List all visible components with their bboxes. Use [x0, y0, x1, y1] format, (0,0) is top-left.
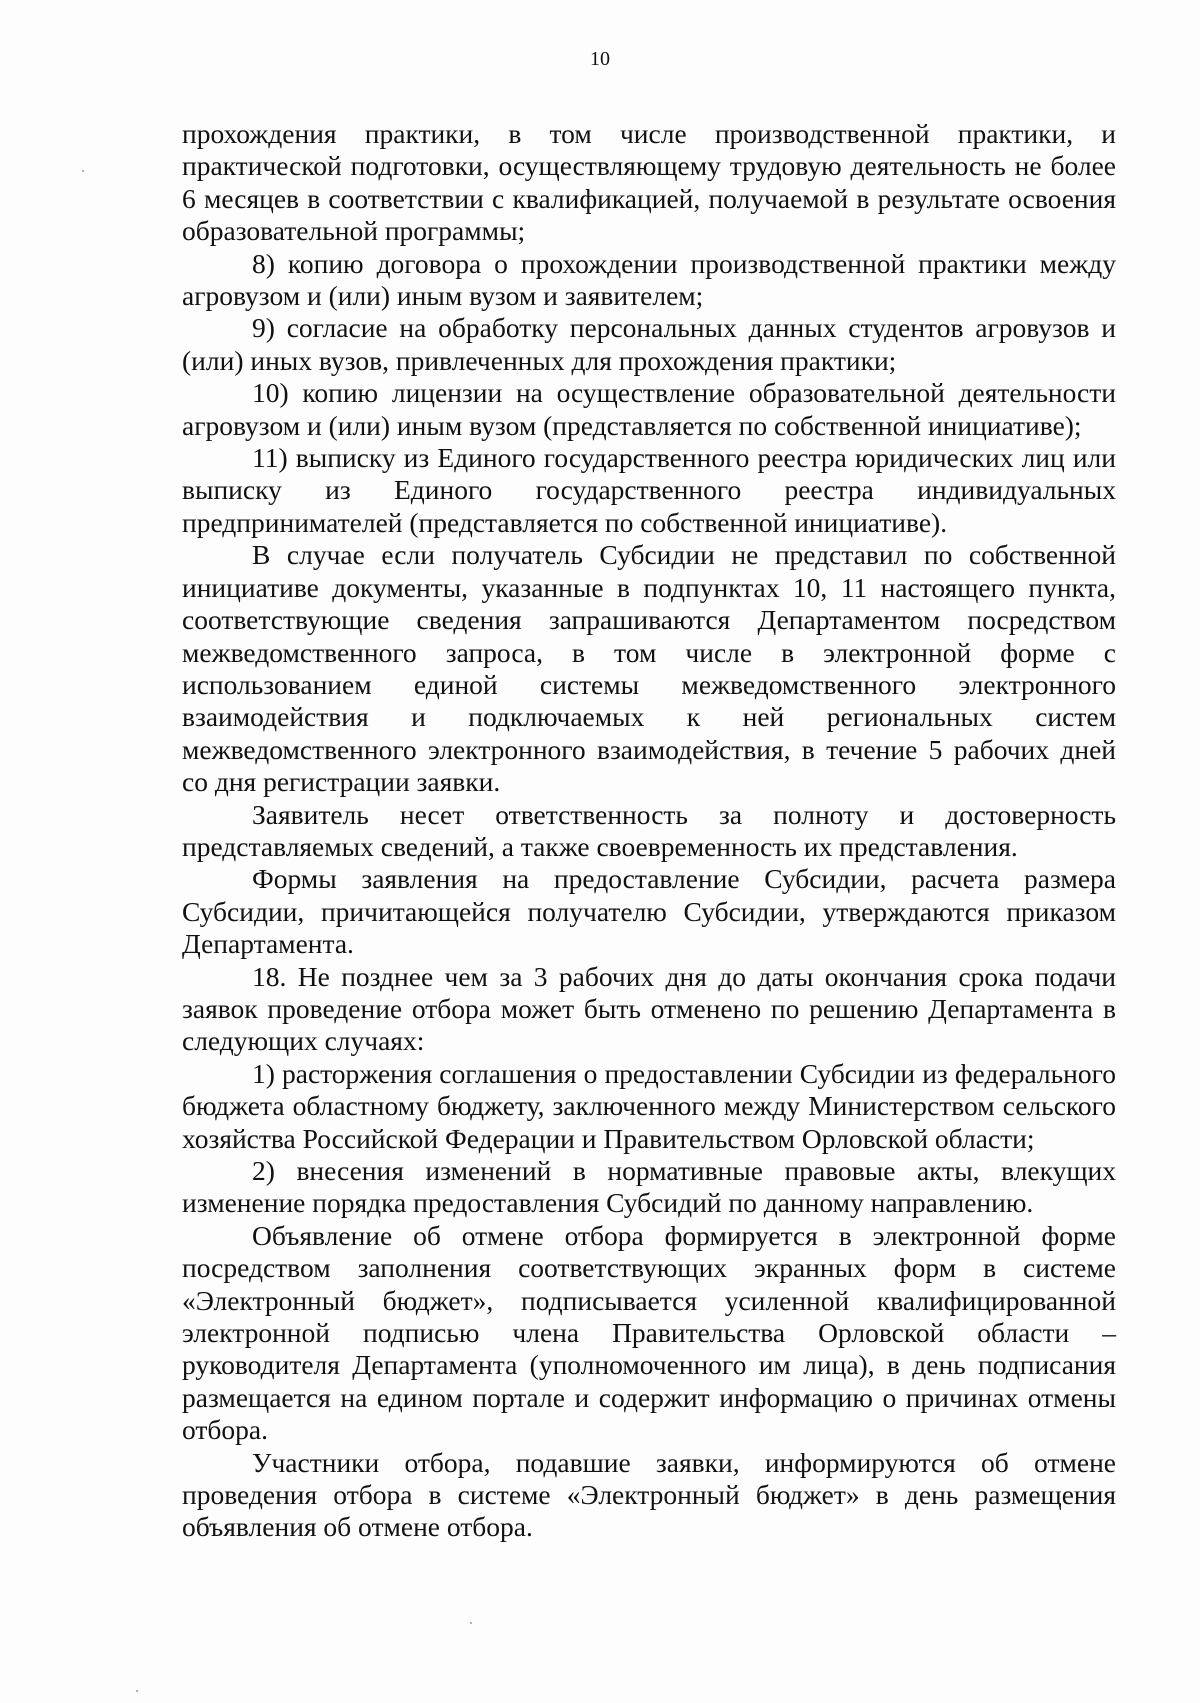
paragraph-participants-informed: Участники отбора, подавшие заявки, информируются об отмене проведения отбора в системе «Электронный бюджет» в день размещения объявления об отмене отбора. — [182, 1446, 1116, 1543]
scan-dot — [82, 170, 84, 172]
paragraph-cancellation-notice: Объявление об отмене отбора формируется в электронной форме посредством заполнения соответствующих экранных форм в системе «Электронный бюджет», подписывается усиленной квалифицированной электронной подписью члена Правительства Орловской области – руководителя Департамента (уполномоченного им лица), в день подписания размещается на едином портале и содержит информацию о причинах отмены отбора. — [182, 1219, 1116, 1446]
paragraph-continuation: прохождения практики, в том числе производственной практики, и практической подготовки, осуществляющему трудовую деятельность не более 6 месяцев в соответствии с квалификацией, получаемой в результате освоения образовательной программы; — [182, 118, 1116, 247]
paragraph-forms: Формы заявления на предоставление Субсидии, расчета размера Субсидии, причитающейся получателю Субсидии, утверждаются приказом Департамента. — [182, 863, 1116, 960]
paragraph-item-9: 9) согласие на обработку персональных данных студентов агровузов и (или) иных вузов, привлеченных для прохождения практики; — [182, 312, 1116, 376]
paragraph-item-8: 8) копию договора о прохождении производственной практики между агровузом и (или) иным вузом и заявителем; — [182, 247, 1116, 312]
paragraph-case-2: 2) внесения изменений в нормативные правовые акты, влекущих изменение порядка предоставления Субсидий по данному направлению. — [182, 1155, 1116, 1219]
page-number: 10 — [590, 48, 610, 70]
paragraph-case-1: 1) расторжения соглашения о предоставлении Субсидии из федерального бюджета областному бюджету, заключенного между Министерством сельского хозяйства Российской Федерации и Правительством Орловской области; — [182, 1057, 1116, 1154]
scan-dot — [470, 1622, 472, 1624]
paragraph-item-11: 11) выписку из Единого государственного реестра юридических лиц или выписку из Единого государственного реестра индивидуальных предпринимателей (представляется по собственной инициативе). — [182, 442, 1116, 538]
scan-dot — [136, 1690, 138, 1692]
paragraph-clause-18: 18. Не позднее чем за 3 рабочих дня до даты окончания срока подачи заявок проведение отбора может быть отменено по решению Департамента в следующих случаях: — [182, 960, 1116, 1057]
document-body — [182, 118, 1116, 1544]
paragraph-interagency-request: В случае если получатель Субсидии не представил по собственной инициативе документы, указанные в подпунктах 10, 11 настоящего пункта, соответствующие сведения запрашиваются Департаментом посредством межведомственного запроса, в том числе в электронной форме с использованием единой системы межведомственного электронного взаимодействия и подключаемых к ней региональных систем межведомственного электронного взаимодействия, в течение 5 рабочих дней со дня регистрации заявки. — [182, 539, 1116, 798]
paragraph-item-10: 10) копию лицензии на осуществление образовательной деятельности агровузом и (или) иным вузом (представляется по собственной инициативе); — [182, 377, 1116, 441]
paragraph-applicant-responsibility: Заявитель несет ответственность за полноту и достоверность представляемых сведений, а также своевременность их представления. — [182, 798, 1116, 862]
